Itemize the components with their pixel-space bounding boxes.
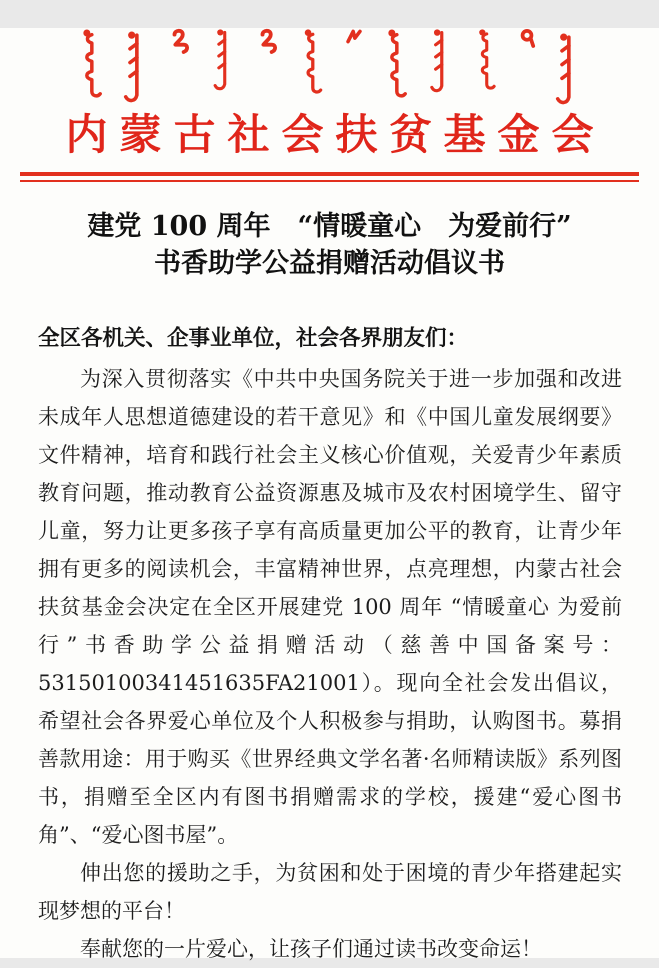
body-paragraph-2: 伸出您的援助之手，为贫困和处于困境的青少年搭建起实现梦想的平台！ bbox=[38, 861, 622, 923]
divider-thin-line bbox=[20, 180, 639, 182]
salutation: 全区各机关、企事业单位，社会各界朋友们： bbox=[38, 326, 469, 351]
document-body bbox=[0, 324, 659, 968]
mongolian-word-glyph bbox=[384, 28, 408, 98]
body-paragraph-3: 奉献您的一片爱心，让孩子们通过读书改变命运！ bbox=[80, 937, 542, 961]
mongolian-word-glyph bbox=[429, 28, 453, 92]
document-title-line1: 建党 100 周年 “情暖童心 为爱前行” bbox=[87, 211, 572, 242]
body-paragraph-1: 为深入贯彻落实《中共中央国务院关于进一步加强和改进未成年人思想道德建设的若干意见》和《中国儿童发展纲要》文件精神，培育和践行社会主义核心价值观，关爱青少年素质教育问题，推动教育公益资源惠及城市及农村困境学生、留守儿童，努力让更多孩子享有高质量更加公平的教育，让青少年拥有更多的阅读机会，丰富精神世界，点亮理想，内蒙古社会扶贫基金会决定在全区开展建党 100 周年 “情暖童心 为爱前行”书香助学公益捐赠活动（慈善中国备案号：53150100341451635FA21001）。现向全社会发出倡议，希望社会各界爱心单位及个人积极参与捐助，认购图书。募捐善款用途：用于购买《世界经典文学名著·名师精读版》系列图书，捐赠至全区内有图书捐赠需求的学校，援建“爱心图书角”、“爱心图书屋”。 bbox=[38, 367, 622, 847]
mongolian-word-glyph bbox=[169, 28, 191, 54]
document-page bbox=[0, 28, 659, 961]
mongolian-word-glyph bbox=[300, 28, 324, 94]
organization-name: 内蒙古社会扶贫基金会 bbox=[65, 110, 606, 159]
letterhead-divider bbox=[20, 172, 639, 182]
mongolian-word-glyph bbox=[519, 28, 535, 48]
document-content bbox=[0, 208, 659, 968]
mongolian-word-glyph bbox=[124, 28, 148, 104]
document-title bbox=[30, 208, 629, 282]
divider-thick-line bbox=[20, 172, 639, 176]
mongolian-word-glyph bbox=[257, 28, 279, 54]
document-title-line2: 书香助学公益捐赠活动倡议书 bbox=[154, 248, 505, 279]
mongolian-word-glyph bbox=[79, 28, 103, 98]
mongolian-word-glyph bbox=[345, 28, 363, 45]
mongolian-script-banner bbox=[0, 28, 659, 110]
mongolian-word-glyph bbox=[212, 28, 236, 90]
mongolian-word-glyph bbox=[474, 28, 498, 90]
mongolian-word-glyph bbox=[556, 28, 580, 108]
letterhead bbox=[0, 28, 659, 182]
